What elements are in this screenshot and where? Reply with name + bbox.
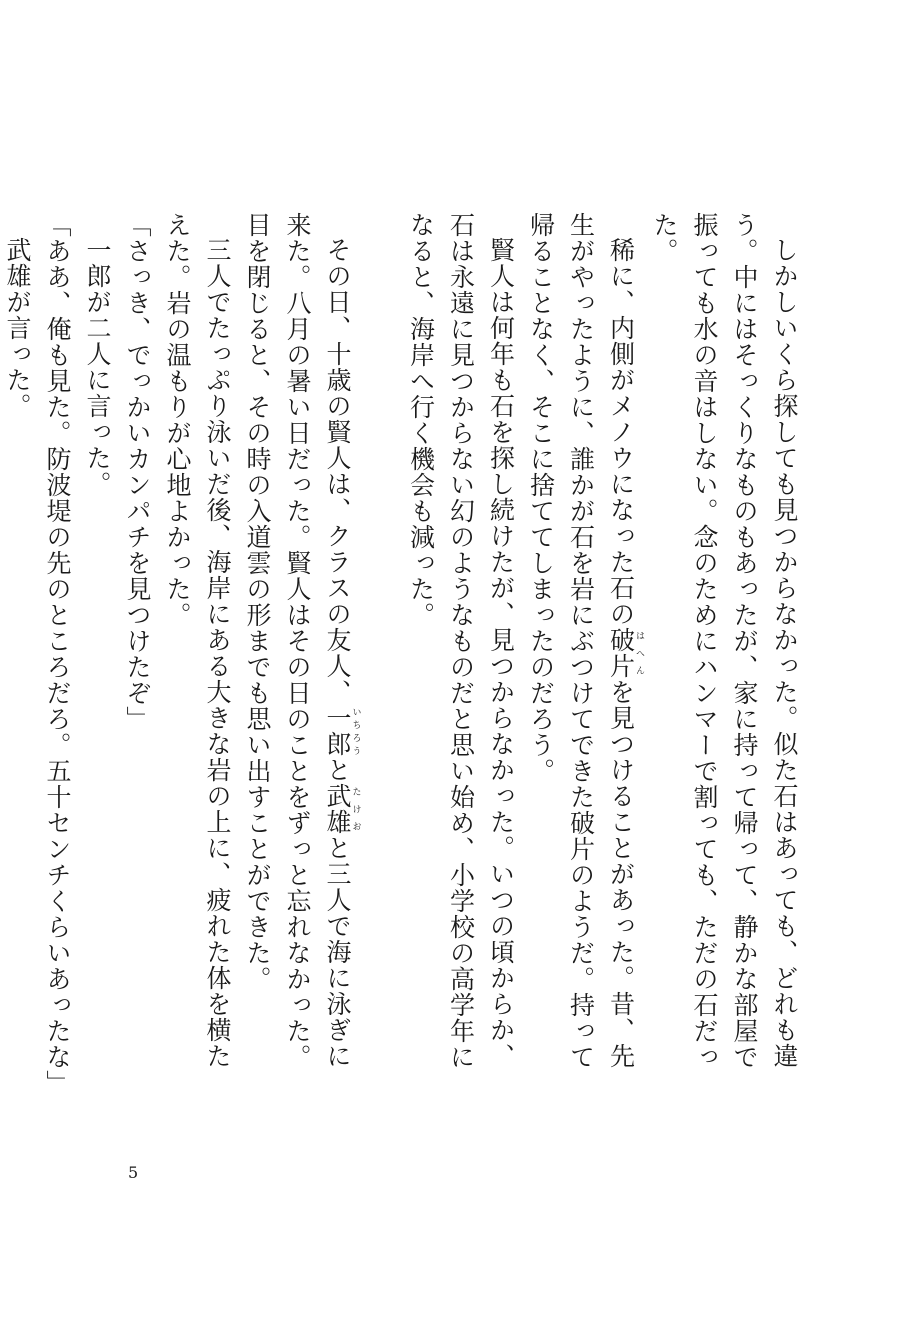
paragraph-6: 一郎が二人に言った。 — [83, 237, 112, 497]
paragraph-4 — [237, 212, 361, 1092]
ruby-hahen: 破片はへん — [606, 627, 644, 679]
paragraph-4-post: と三人で海に泳ぎに来た。八月の暑い日だった。賢人はその日のことをずっと忘れなかった。目を閉じると、その時の入道雲の形までも思い出すことができた。 — [243, 212, 352, 1070]
page-number: 5 — [128, 1163, 139, 1182]
paragraph-7: 武雄が言った。 — [3, 237, 32, 419]
vertical-text-body — [3, 212, 804, 1096]
ruby-ichirou: 一郎いちろう — [323, 705, 361, 757]
paragraph-4-mid: と — [323, 757, 352, 783]
dialogue-2: 「ああ、俺も見た。防波堤の先のところだろ。五十センチくらいあったな」 — [43, 212, 72, 1096]
paragraph-2-post: を見つけることがあった。昔、先生がやったように、誰かが石を岩にぶつけてできた破片のようだ。持って帰ることなく、そこに捨ててしまったのだろう。 — [526, 212, 636, 1070]
paragraph-2-pre: 稀に、内側がメノウになった石の — [606, 237, 636, 627]
paragraph-5: 三人でたっぷり泳いだ後、海岸にある大きな岩の上に、疲れた体を横たえた。岩の温もりが心地よかった。 — [163, 212, 232, 1069]
paragraph-1: しかしいくら探しても見つからなかった。似た石はあっても、どれも違う。中にはそっくりなものもあったが、家に持って帰って、静かな部屋で振っても水の音はしない。念のためにハンマーで割っても、ただの石だった。 — [650, 212, 799, 1070]
section-gap — [361, 212, 401, 1092]
ruby-takeo: 武雄たけお — [323, 783, 361, 835]
paragraph-2 — [521, 212, 645, 1092]
paragraph-4-pre: その日、十歳の賢人は、クラスの友人、 — [323, 237, 352, 705]
dialogue-1: 「さっき、でっかいカンパチを見つけたぞ」 — [123, 212, 152, 732]
paragraph-3: 賢人は何年も石を探し続けたが、見つからなかった。いつの頃からか、石は永遠に見つからない幻のようなものだと思い始め、小学校の高学年になると、海岸へ行く機会も減った。 — [406, 212, 516, 1070]
